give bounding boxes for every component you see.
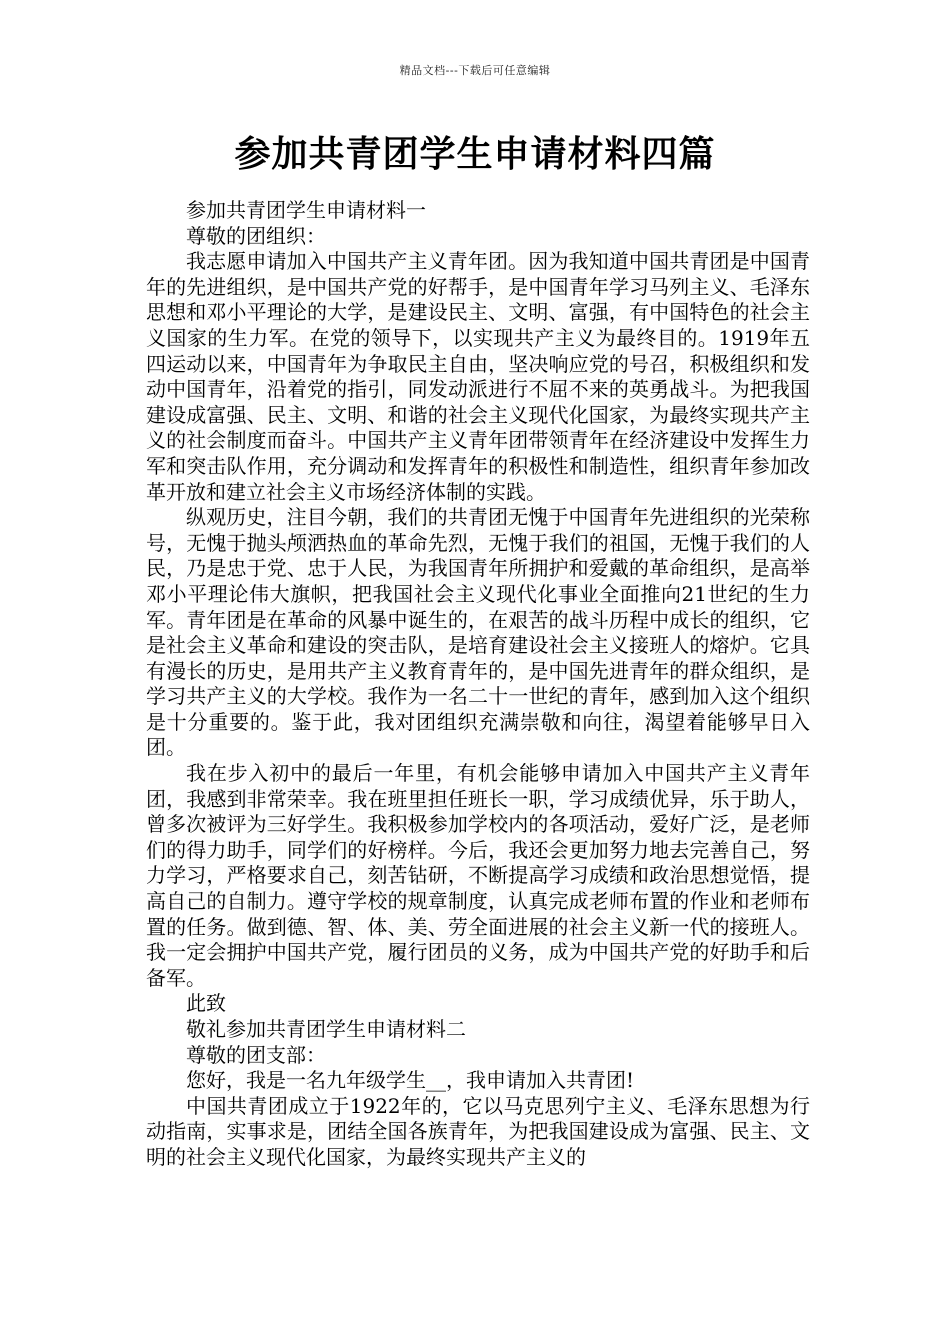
paragraph: 尊敬的团支部： bbox=[186, 1042, 326, 1067]
paragraph: 参加共青团学生申请材料一 bbox=[186, 198, 426, 222]
paragraph: 纵观历史，注目今朝，我们的共青团无愧于中国青年先进组织的光荣称号，无愧于抛头颅洒热血的革命先烈，无愧于我们的祖国，无愧于我们的人民，乃是忠于党、忠于人民，为我国青年所拥护和爱戴的革命组织，是高举邓小平理论伟大旗帜，把我国社会主义现代化事业全面推向21世纪的生力军。青年团是在革命的风暴中诞生的，在艰苦的战斗历程中成长的组织，它是社会主义革命和建设的突击队，是培育建设社会主义接班人的熔炉。它具有漫长的历史，是用共产主义教育青年的，是中国先进青年的群众组织，是学习共产主义的大学校。我作为一名二十一世纪的青年，感到加入这个组织是十分重要的。鉴于此，我对团组织充满崇敬和向往，渴望着能够早日入团。 bbox=[146, 505, 810, 760]
paragraph: 我在步入初中的最后一年里，有机会能够申请加入中国共产主义青年团，我感到非常荣幸。我在班里担任班长一职，学习成绩优异，乐于助人，曾多次被评为三好学生。我积极参加学校内的各项活动，爱好广泛，是老师们的得力助手，同学们的好榜样。今后，我还会更加努力地去完善自己，努力学习，严格要求自己，刻苦钻研，不断提高学习成绩和政治思想觉悟，提高自己的自制力。遵守学校的规章制度，认真完成老师布置的作业和老师布置的任务。做到德、智、体、美、劳全面进展的社会主义新一代的接班人。我一定会拥护中国共产党，履行团员的义务，成为中国共产党的好助手和后备军。 bbox=[146, 761, 810, 990]
document-title: 参加共青团学生申请材料四篇 bbox=[234, 134, 716, 175]
paragraph: 您好，我是一名九年级学生__，我申请加入共青团! bbox=[186, 1068, 635, 1093]
paragraph: 尊敬的团组织： bbox=[186, 223, 326, 248]
document-body bbox=[146, 198, 810, 1171]
paragraph: 中国共青团成立于1922年的，它以马克思列宁主义、毛泽东思想为行动指南，实事求是，团结全国各族青年，为把我国建设成为富强、民主、文明的社会主义现代化国家，为最终实现共产主义的 bbox=[146, 1093, 810, 1169]
header-note: 精品文档---下载后可任意编辑 bbox=[399, 64, 551, 77]
paragraph: 敬礼参加共青团学生申请材料二 bbox=[186, 1017, 466, 1041]
paragraph: 我志愿申请加入中国共产主义青年团。因为我知道中国共青团是中国青年的先进组织，是中国共产党的好帮手，是中国青年学习马列主义、毛泽东思想和邓小平理论的大学，是建设民主、文明、富强，有中国特色的社会主义国家的生力军。在党的领导下，以实现共产主义为最终目的。1919年五四运动以来，中国青年为争取民主自由，坚决响应党的号召，积极组织和发动中国青年，沿着党的指引，同发动派进行不屈不来的英勇战斗。为把我国建设成富强、民主、文明、和谐的社会主义现代化国家，为最终实现共产主义的社会制度而奋斗。中国共产主义青年团带领青年在经济建设中发挥生力军和突击队作用，充分调动和发挥青年的积极性和制造性，组织青年参加改革开放和建立社会主义市场经济体制的实践。 bbox=[146, 249, 810, 504]
paragraph: 此致 bbox=[186, 991, 226, 1016]
